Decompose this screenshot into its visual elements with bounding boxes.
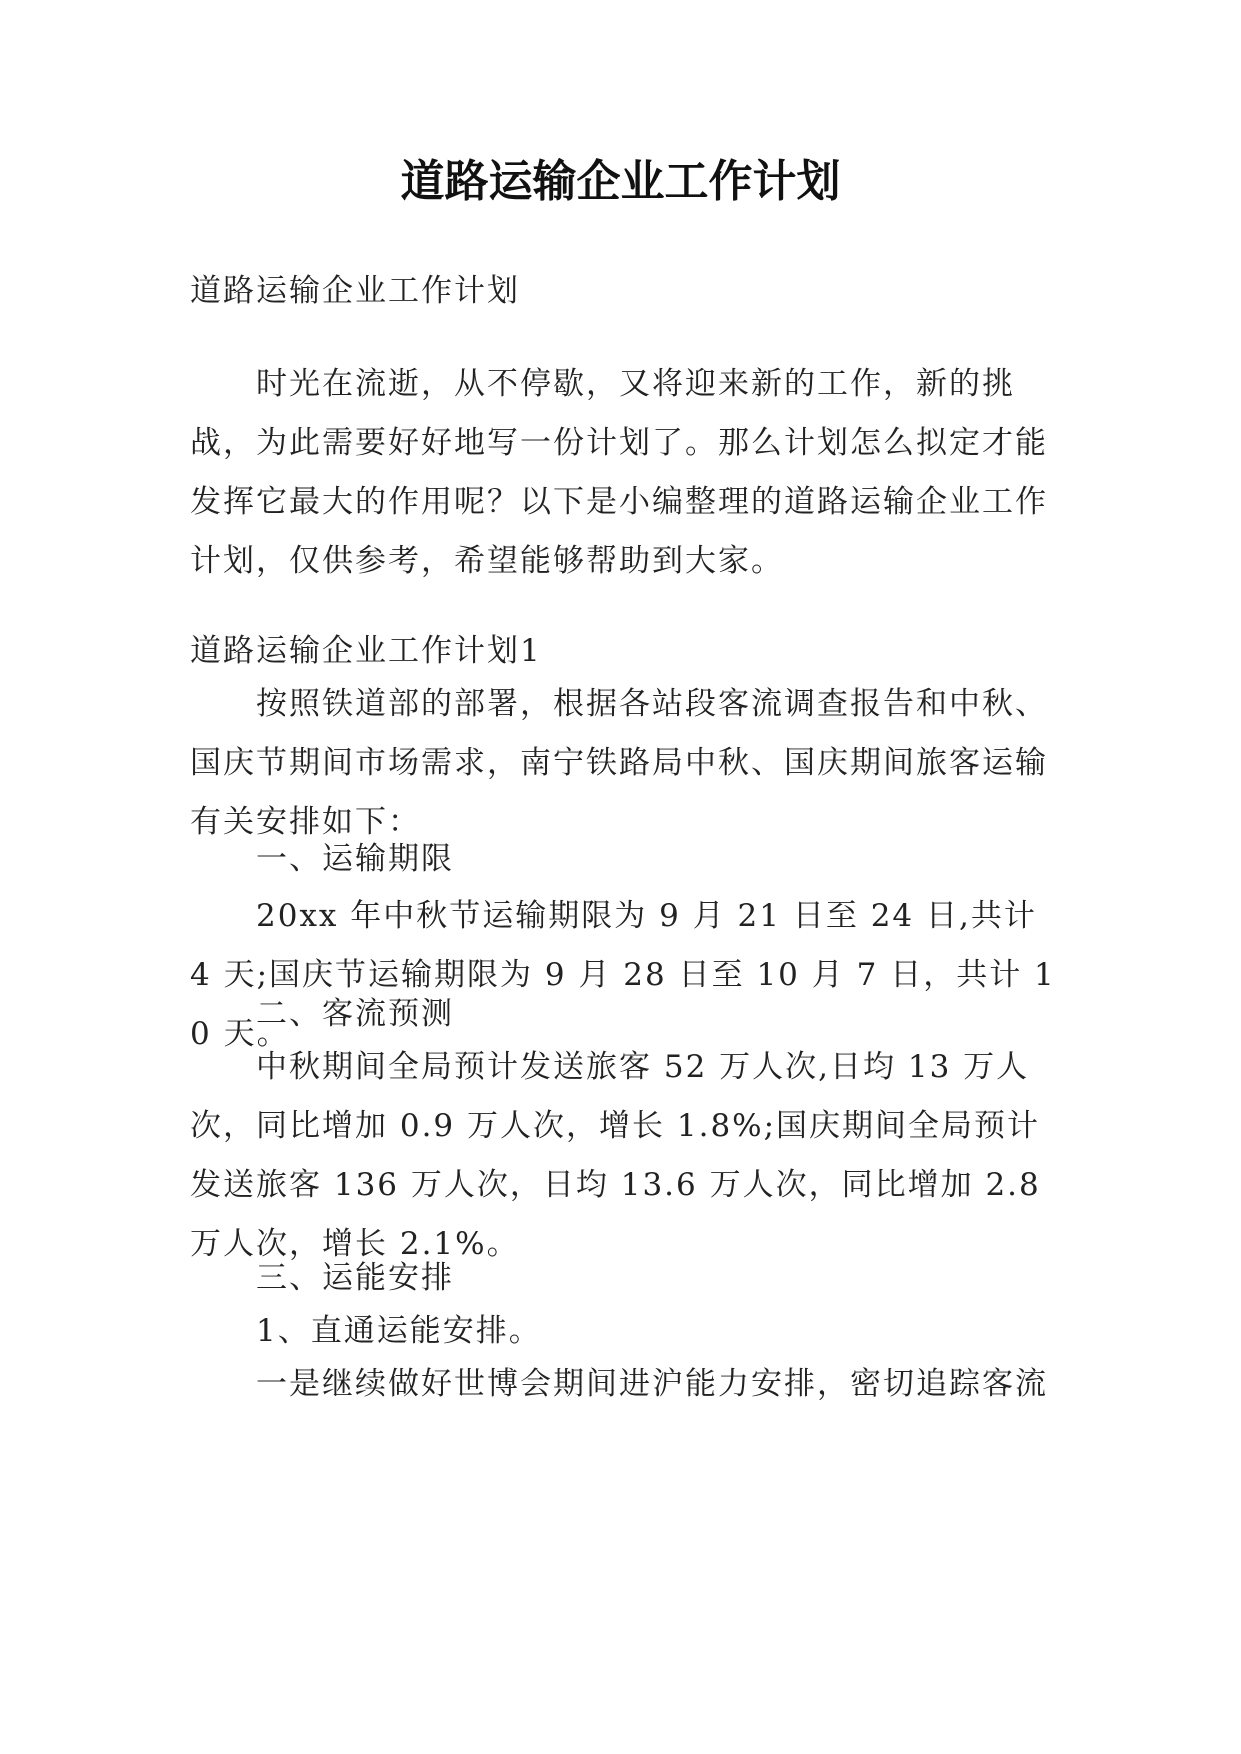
direct-capacity-paragraph: 一是继续做好世博会期间进沪能力安排，密切追踪客流: [256, 1366, 1048, 1402]
section-intro-paragraph: 按照铁道部的部署，根据各站段客流调查报告和中秋、国庆节期间市场需求，南宁铁路局中秋、国庆期间旅客运输有关安排如下：: [190, 686, 1048, 840]
document-title: 道路运输企业工作计划: [400, 156, 841, 207]
intro-paragraph: 时光在流逝，从不停歇，又将迎来新的工作，新的挑战，为此需要好好地写一份计划了。那么计划怎么拟定才能发挥它最大的作用呢？以下是小编整理的道路运输企业工作计划，仅供参考，希望能够帮助到大家。: [190, 366, 1048, 579]
transport-period-paragraph: 20xx 年中秋节运输期限为 9 月 21 日至 24 日,共计 4 天;国庆节运输期限为 9 月 28 日至 10 月 7 日，共计 10 天。: [190, 898, 1056, 1052]
heading-capacity-arrangement: 三、运能安排: [256, 1260, 454, 1296]
heading-passenger-forecast: 二、客流预测: [256, 996, 454, 1032]
section-title: 道路运输企业工作计划1: [190, 633, 542, 669]
subtitle: 道路运输企业工作计划: [190, 273, 520, 309]
passenger-forecast-paragraph: 中秋期间全局预计发送旅客 52 万人次,日均 13 万人次，同比增加 0.9 万人次，增长 1.8%;国庆期间全局预计发送旅客 136 万人次，日均 13.6 万人次，同比增加 2.8 万人次，增长 2.1%。: [190, 1049, 1041, 1262]
list-item-direct-capacity: 1、直通运能安排。: [256, 1313, 542, 1349]
heading-transport-period: 一、运输期限: [256, 841, 454, 877]
